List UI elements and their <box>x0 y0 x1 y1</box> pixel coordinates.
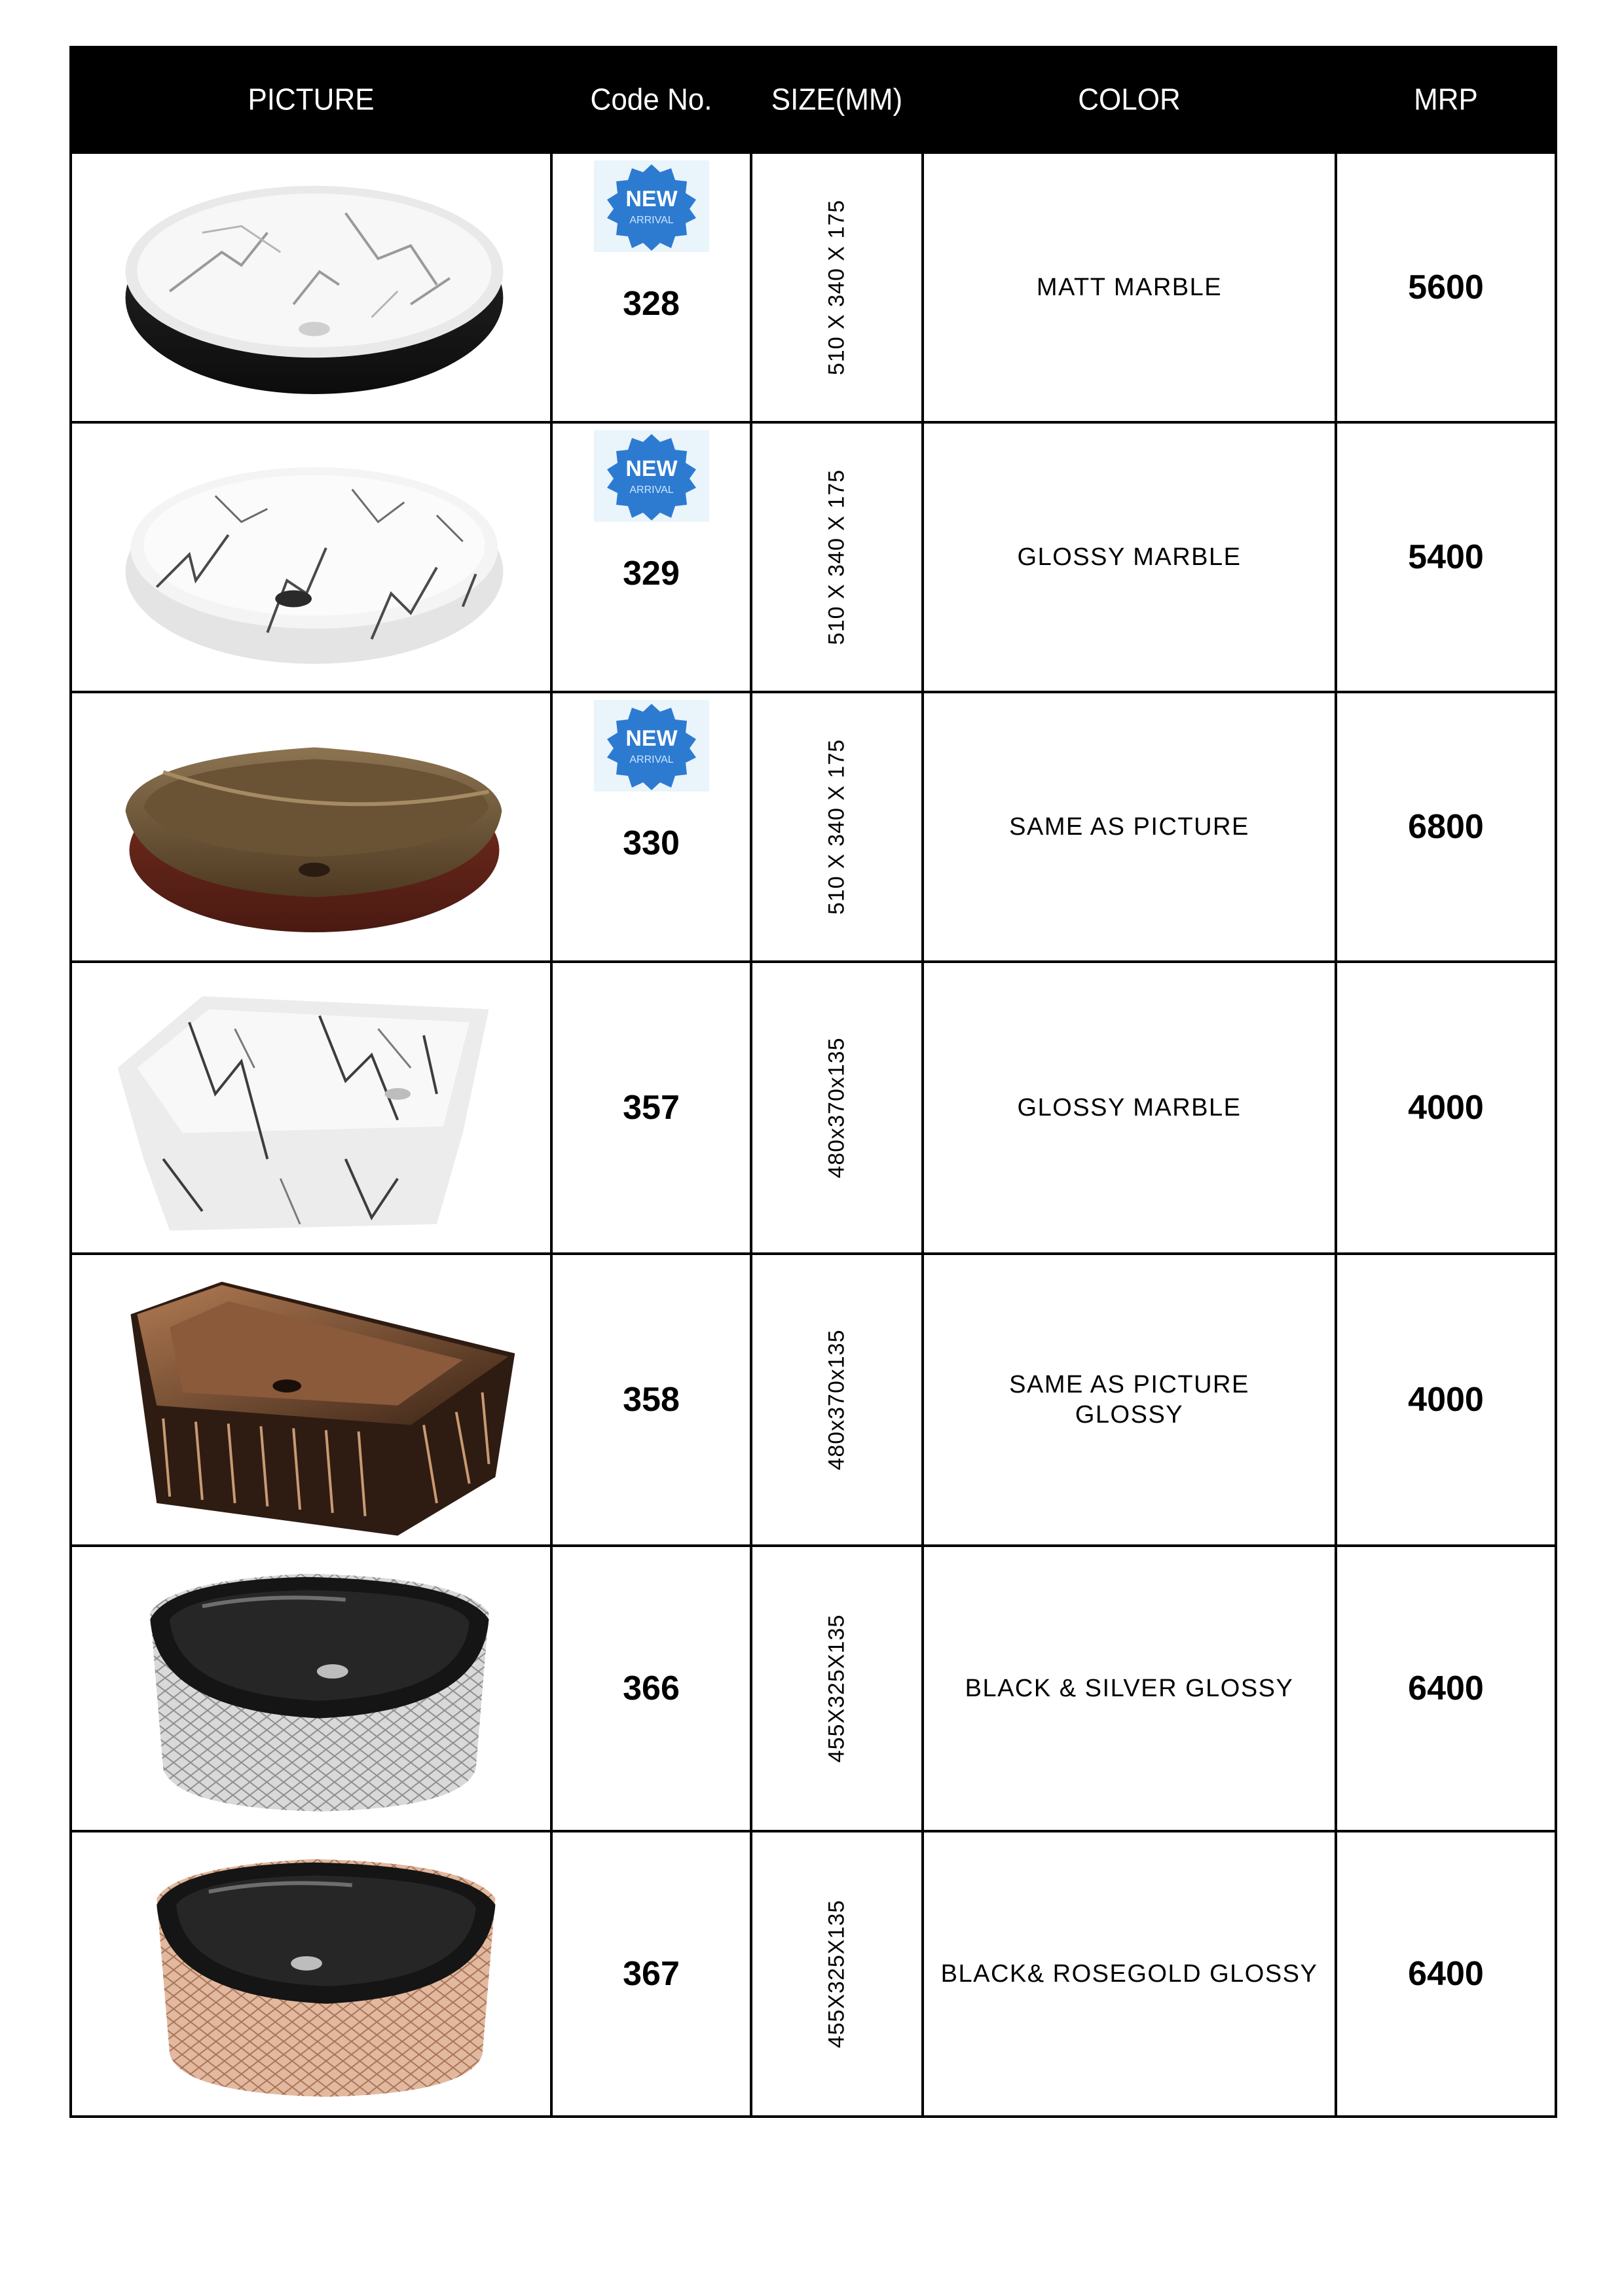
oval-basin-bronze-wave-image <box>72 694 550 960</box>
header-picture: PICTURE <box>71 47 551 153</box>
code-cell <box>551 153 751 422</box>
product-code: 329 <box>623 555 680 592</box>
rect-basin-black-rosegold-image <box>72 1833 550 2115</box>
product-code: 328 <box>623 285 680 323</box>
product-size: 455X325X135 <box>824 1899 849 2049</box>
svg-text:ARRIVAL: ARRIVAL <box>629 484 674 496</box>
new-arrival-badge-icon <box>594 160 709 252</box>
table-row <box>71 1831 1556 2117</box>
product-size: 510 X 340 X 175 <box>824 469 849 646</box>
mrp-cell <box>1336 692 1556 962</box>
product-size: 510 X 340 X 175 <box>824 199 849 376</box>
mrp-cell <box>1336 962 1556 1254</box>
product-code: 366 <box>623 1669 680 1707</box>
header-mrp: MRP <box>1336 47 1556 153</box>
header-size: SIZE(MM) <box>751 47 923 153</box>
product-picture-cell <box>71 962 551 1254</box>
product-color-finish: GLOSSY <box>1075 1401 1184 1429</box>
product-color: GLOSSY MARBLE <box>1017 543 1242 571</box>
table-row <box>71 692 1556 962</box>
svg-text:NEW: NEW <box>625 726 678 751</box>
size-cell <box>751 962 923 1254</box>
size-cell <box>751 1254 923 1546</box>
code-cell <box>551 1831 751 2117</box>
oval-basin-white-marble-image <box>72 424 550 690</box>
code-cell <box>551 1546 751 1831</box>
header-color: COLOR <box>923 47 1336 153</box>
new-arrival-badge-icon <box>594 430 709 522</box>
product-mrp: 6400 <box>1408 1955 1484 1993</box>
product-code: 330 <box>623 824 680 862</box>
table-row <box>71 1254 1556 1546</box>
product-picture-cell <box>71 1831 551 2117</box>
header-code: Code No. <box>551 47 751 153</box>
price-table <box>69 46 1557 2118</box>
product-picture-cell <box>71 422 551 692</box>
product-picture-cell <box>71 1546 551 1831</box>
code-cell <box>551 1254 751 1546</box>
product-mrp: 5600 <box>1408 268 1484 306</box>
color-cell <box>923 1831 1336 2117</box>
header-row <box>71 47 1556 153</box>
product-size: 455X325X135 <box>824 1614 849 1763</box>
new-arrival-badge-icon <box>594 700 709 792</box>
product-mrp: 4000 <box>1408 1381 1484 1419</box>
color-cell <box>923 692 1336 962</box>
size-cell <box>751 692 923 962</box>
table-row <box>71 153 1556 422</box>
product-size: 510 X 340 X 175 <box>824 738 849 915</box>
color-cell <box>923 1546 1336 1831</box>
table-row <box>71 1546 1556 1831</box>
rect-basin-white-marble-image <box>72 964 550 1252</box>
product-color: GLOSSY MARBLE <box>1017 1094 1242 1121</box>
rect-basin-black-silver-image <box>72 1548 550 1829</box>
product-code: 367 <box>623 1955 680 1993</box>
product-picture-cell <box>71 153 551 422</box>
product-mrp: 6400 <box>1408 1669 1484 1707</box>
mrp-cell <box>1336 1831 1556 2117</box>
size-cell <box>751 422 923 692</box>
product-mrp: 5400 <box>1408 538 1484 576</box>
mrp-cell <box>1336 422 1556 692</box>
color-cell <box>923 1254 1336 1546</box>
oval-basin-black-white-marble-image <box>72 155 550 420</box>
color-cell <box>923 962 1336 1254</box>
svg-text:ARRIVAL: ARRIVAL <box>629 754 674 765</box>
color-cell <box>923 153 1336 422</box>
size-cell <box>751 1546 923 1831</box>
product-color: SAME AS PICTURE <box>1009 1371 1249 1398</box>
code-cell <box>551 962 751 1254</box>
code-cell <box>551 692 751 962</box>
product-color: BLACK& ROSEGOLD GLOSSY <box>940 1960 1318 1988</box>
table-row <box>71 422 1556 692</box>
svg-text:NEW: NEW <box>625 456 678 481</box>
product-color: BLACK & SILVER GLOSSY <box>965 1675 1294 1702</box>
product-code: 358 <box>623 1381 680 1419</box>
mrp-cell <box>1336 1546 1556 1831</box>
mrp-cell <box>1336 153 1556 422</box>
product-code: 357 <box>623 1089 680 1127</box>
product-size: 480x370x135 <box>824 1037 849 1178</box>
code-cell <box>551 422 751 692</box>
rect-basin-brown-brushed-image <box>72 1256 550 1544</box>
svg-text:ARRIVAL: ARRIVAL <box>629 215 674 226</box>
product-size: 480x370x135 <box>824 1329 849 1470</box>
product-color: SAME AS PICTURE <box>1009 813 1249 841</box>
size-cell <box>751 153 923 422</box>
size-cell <box>751 1831 923 2117</box>
product-picture-cell <box>71 1254 551 1546</box>
product-mrp: 6800 <box>1408 808 1484 846</box>
color-cell <box>923 422 1336 692</box>
product-color: MATT MARBLE <box>1036 274 1223 301</box>
product-mrp: 4000 <box>1408 1089 1484 1127</box>
svg-text:NEW: NEW <box>625 187 678 211</box>
mrp-cell <box>1336 1254 1556 1546</box>
product-picture-cell <box>71 692 551 962</box>
table-row <box>71 962 1556 1254</box>
